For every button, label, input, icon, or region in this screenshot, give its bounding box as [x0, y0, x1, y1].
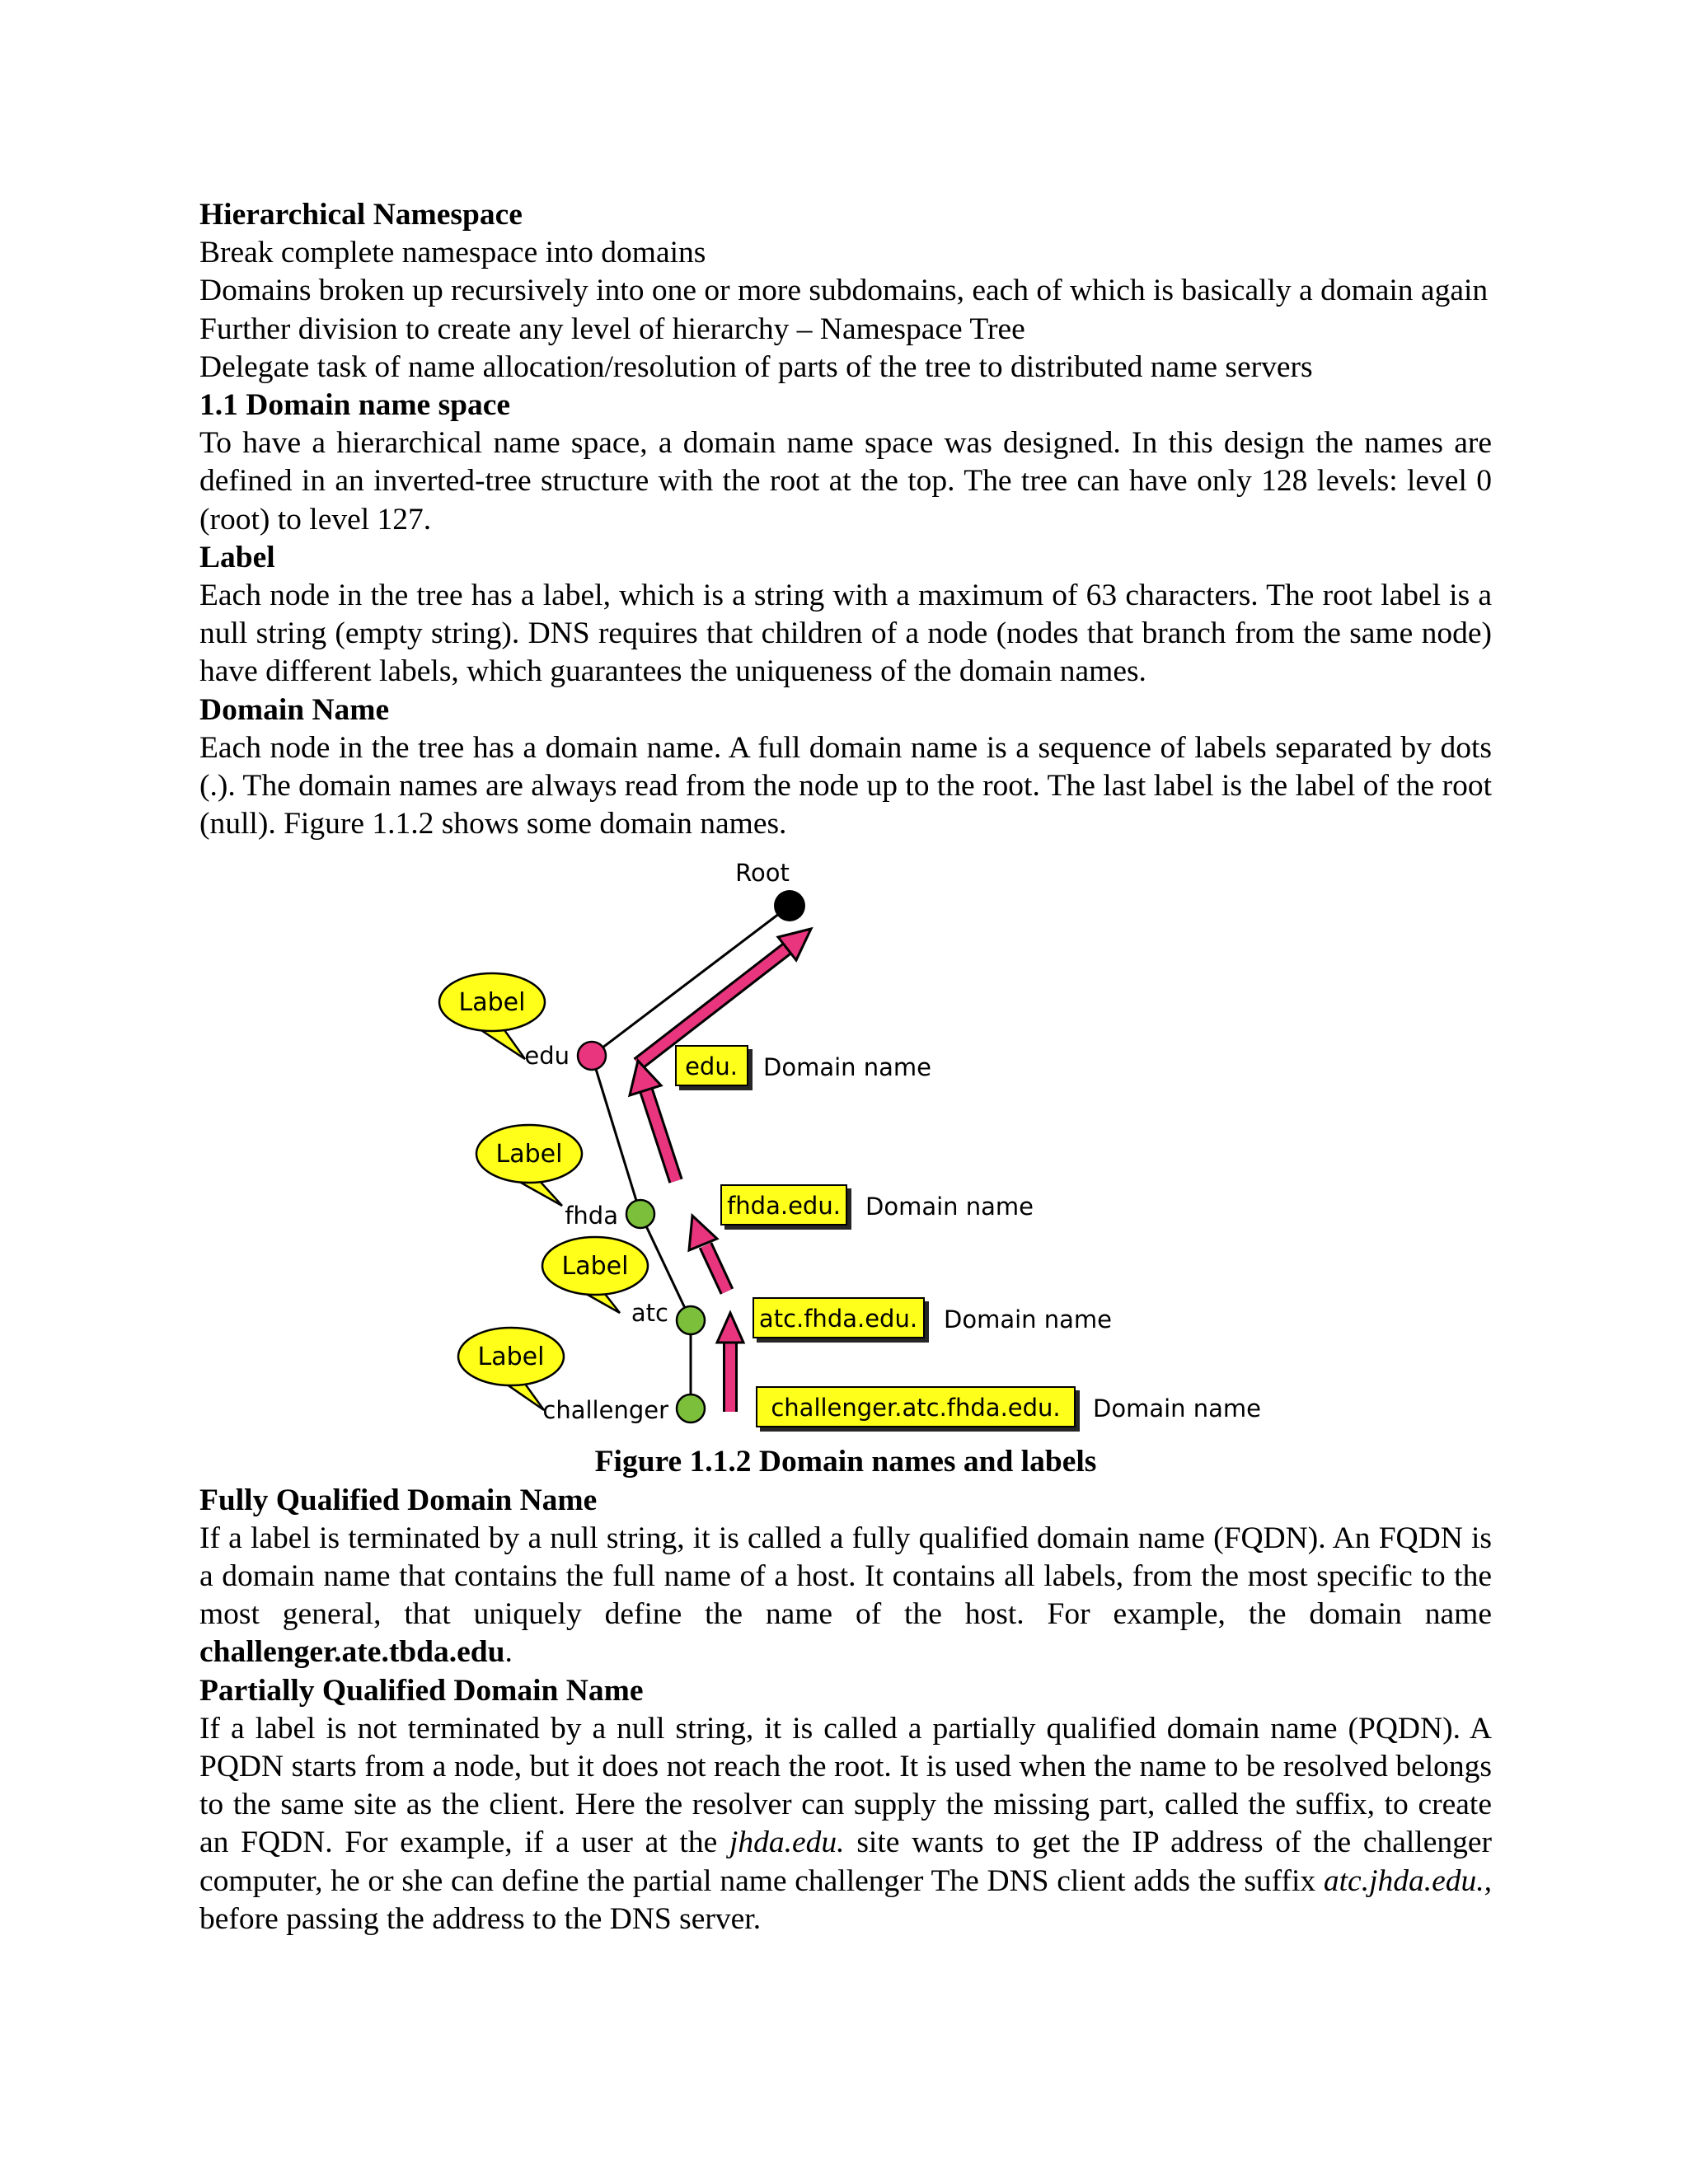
node-label-fhda: fhda	[565, 1202, 618, 1230]
node-atc	[677, 1306, 705, 1334]
domain-tree-diagram	[199, 843, 1492, 1443]
heading-domain-name-space: 1.1 Domain name space	[199, 388, 511, 423]
pqdn-suffix: atc.jhda.edu.,	[1323, 1863, 1493, 1898]
label-paragraph: Each node in the tree has a label, which is a string with a maximum of 63 characters. The root label is a null string (empty string). DNS requires that children of a node (nodes that branch from the same node) have different labels, which guarantees the uniqueness of the domain names.	[199, 579, 1492, 689]
domain-box-challenger-text: challenger.atc.fhda.edu.	[771, 1394, 1061, 1422]
tree-edge-edu-root	[592, 906, 790, 1056]
hier-line-3: Further division to create any level of hierarchy – Namespace Tree	[199, 312, 1025, 346]
arrow-atc-to-fhda	[689, 1216, 727, 1291]
domain-box-atc	[753, 1298, 924, 1338]
node-edu	[578, 1042, 606, 1070]
root-label: Root	[735, 859, 790, 888]
domain-name-caption-4: Domain name	[1093, 1394, 1261, 1423]
heading-pqdn: Partially Qualified Domain Name	[199, 1673, 644, 1708]
heading-fqdn: Fully Qualified Domain Name	[199, 1483, 598, 1517]
pqdn-paragraph	[199, 1710, 1492, 1938]
pqdn-site: jhda.edu.	[729, 1825, 845, 1860]
domain-box-fhda-text: fhda.edu.	[727, 1192, 841, 1221]
label-bubble-2	[476, 1125, 582, 1206]
fqdn-end: .	[504, 1635, 513, 1670]
hier-line-4: Delegate task of name allocation/resolution of parts of the tree to distributed name servers	[199, 349, 1313, 384]
node-fhda	[626, 1200, 654, 1228]
heading-label: Label	[199, 540, 275, 574]
label-bubble-1-text: Label	[458, 988, 526, 1018]
domain-box-edu-text: edu.	[685, 1052, 738, 1081]
domain-name-caption-1: Domain name	[763, 1053, 931, 1082]
fqdn-example: challenger.ate.tbda.edu	[199, 1635, 505, 1670]
domain-box-atc-text: atc.fhda.edu.	[758, 1305, 918, 1333]
fqdn-text: If a label is terminated by a null string, it is called a fully qualified domain name (FQDN). An FQDN is a domain name that contains the full name of a host. It contains all labels, from the most specific to the most general, that uniquely define the name of the host. For example, the domain name	[199, 1521, 1492, 1632]
domain-name-paragraph: Each node in the tree has a domain name. A full domain name is a sequence of labels separated by dots (.). The domain names are always read from the node up to the root. The last label is the label of the root (null). Figure 1.1.2 shows some domain names.	[199, 730, 1492, 841]
arrow-edu-to-root	[638, 929, 811, 1064]
domain-tree-figure	[199, 843, 1492, 1443]
arrow-fhda-to-edu	[630, 1061, 676, 1181]
node-challenger	[677, 1394, 705, 1422]
domain-box-fhda	[721, 1185, 846, 1225]
domain-box-challenger	[757, 1387, 1075, 1427]
heading-hierarchical-namespace: Hierarchical Namespace	[199, 198, 523, 232]
label-bubble-4-text: Label	[477, 1343, 545, 1372]
pqdn-text-3: before passing the address to the DNS server.	[199, 1901, 762, 1936]
domain-box-edu	[676, 1046, 748, 1085]
label-bubble-3-text: Label	[561, 1252, 629, 1282]
pqdn-text-1: If a label is not terminated by a null string, it is called a partially qualified domain name (PQDN). A PQDN starts from a node, but it does not reach the root. It is used when the name to be resolved belongs to the same site as the client. Here the resolver can supply the missing part, called the suffix, to create an FQDN. For example, if a user at the	[199, 1711, 1492, 1860]
arrow-challenger-to-atc	[717, 1313, 743, 1412]
hier-line-2: Domains broken up recursively into one or more subdomains, each of which is basically a domain again	[199, 274, 1489, 308]
heading-domain-name: Domain Name	[199, 692, 390, 727]
node-label-atc: atc	[631, 1299, 668, 1328]
document-page	[199, 196, 1492, 1938]
label-bubble-2-text: Label	[495, 1140, 563, 1169]
fqdn-paragraph	[199, 1520, 1492, 1672]
domain-name-space-paragraph: To have a hierarchical name space, a domain name space was designed. In this design the names are defined in an inverted-tree structure with the root at the top. The tree can have only 128 levels: level 0 (root) to level 127.	[199, 426, 1492, 537]
domain-name-caption-2: Domain name	[865, 1193, 1034, 1221]
figure-caption: Figure 1.1.2 Domain names and labels	[594, 1445, 1097, 1479]
hier-line-1: Break complete namespace into domains	[199, 236, 706, 270]
node-label-edu: edu	[524, 1042, 570, 1071]
domain-name-caption-3: Domain name	[944, 1305, 1112, 1334]
pqdn-text-2: site wants to get the IP address of the challenger computer, he or she can define the partial name challenger The DNS client adds the suffix	[199, 1825, 1493, 1898]
node-label-challenger: challenger	[542, 1396, 668, 1425]
